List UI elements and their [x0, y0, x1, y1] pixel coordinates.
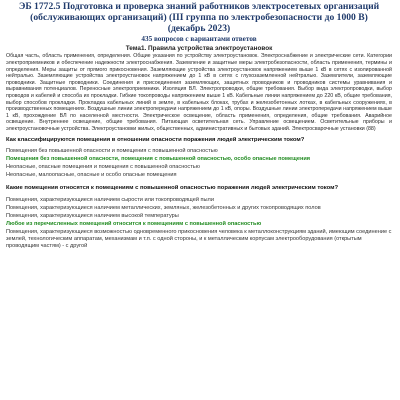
- document-title: ЭБ 1772.5 Подготовка и проверка знаний работников электросетевых организаций (обслуживающих организаций) (III группа по электробезопасности до 1000 В) (декабрь 2023): [18, 1, 380, 34]
- question-2: Какие помещения относятся к помещениям с повышенной опасностью поражения людей электрическим током?: [6, 185, 339, 192]
- answer-item: Помещения, характеризующиеся наличием металлических, земляных, железобетонных и других токопроводящих полов: [6, 204, 321, 211]
- answer-item: Неопасные, опасные помещения и помещения с повышенной опасностью: [6, 164, 200, 171]
- document-subtitle: 435 вопросов с вариантами ответов: [141, 35, 257, 44]
- question-1-answers: [6, 148, 392, 180]
- section-title: Тема1. Правила устройства электроустановок: [125, 45, 273, 53]
- answer-item: Помещения, характеризующиеся наличием высокой температуры: [6, 213, 179, 220]
- question-2-answers: [6, 197, 392, 251]
- answer-item: Помещения, характеризующиеся возможностью одновременного прикосновения человека к металлоконструкциям зданий, имеющим соединение с землей, технологическим аппаратам, механизмам и т.п. с одной стороны, и к металлическим корпусам электрооборудования (открытым проводящим частям) - с другой: [6, 229, 392, 250]
- answer-item: Помещения без повышенной опасности и помещения с повышенной опасностью: [6, 147, 218, 154]
- answer-item: Неопасные, малоопасные, опасные и особо опасные помещения: [6, 172, 177, 179]
- answer-item-correct: Помещения без повышенной опасности, помещения с повышенной опасностью, особо опасные помещения: [6, 156, 311, 162]
- answer-item-correct: Любое из перечисленных помещений относится к помещениям с повышенной опасностью: [6, 221, 262, 228]
- answer-item: Помещения, характеризующиеся наличием сырости или токопроводящей пыли: [6, 196, 214, 203]
- question-1: Как классифицируются помещения в отношении опасности поражения людей электрическим током?: [6, 136, 305, 143]
- section-body: Общая часть, область применения, определения. Общие указания по устройству электроустановок. Электроснабжение и электрические сети. Категории электроприемников и обеспечение надежности электроснабжения. Заземление и защитные меры электробезопасности, область применения, термины и определения. Меры защиты от прямого прикосновения. Заземляющие устройства электроустановок напряжением выше 1 кВ в сетях с изолированной нейтралью. Заземляющие устройства электроустановок напряжением до 1 кВ в сетях с глухозаземленной нейтралью. Заземлители, заземляющие проводники. Защитные проводники. Соединения и присоединения заземляющих, защитных проводников и проводников системы уравнивания и выравнивания потенциалов. Переносные электроприемники. Изоляция ВЛ. Электропроводки, общие требования. Выбор вида электропроводки, выбор проводов и кабелей и способа их прокладки. Гибкие токопроводы напряжением выше 1 кВ. Кабельные линии напряжением до 220 кВ, общие требования, выбор способов прокладки. Прокладка кабельных линий в земле, в кабельных блоках, трубах и железобетонных лотках, в кабельных сооружениях, в производственных помещениях. Воздушные линии электропередачи напряжением до 1 кВ, опоры. Воздушные линии электропередачи напряжением выше 1 кВ, прохождение ВЛ по населенной местности. Электрическое освещение, область применения, определения, общие требования. Аварийное освещение. Внутреннее освещение, общие требования. Питающая осветительная сеть. Управление освещением. Осветительные приборы и электроустановочные устройства. Электроустановки жилых, общественных, административных и бытовых зданий. Электросварочные установки (88): [6, 53, 392, 132]
